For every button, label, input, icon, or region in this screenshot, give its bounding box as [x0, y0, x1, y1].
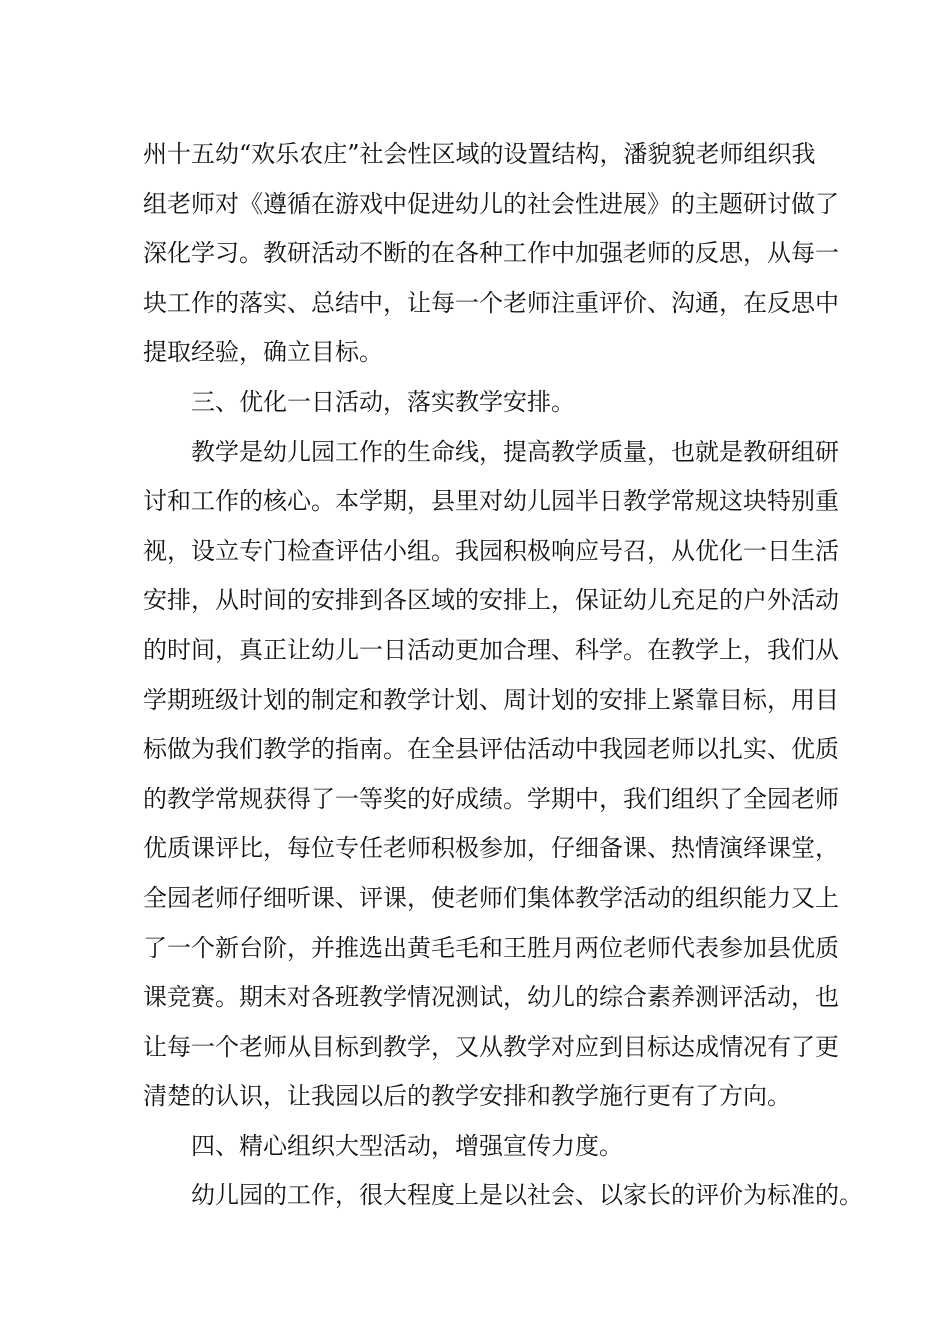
text-line: 幼儿园的工作，很大程度上是以社会、以家长的评价为标准的。	[191, 1181, 863, 1210]
text-line: 组老师对《遵循在游戏中促进幼儿的社会性进展》的主题研讨做了	[143, 189, 839, 218]
text-line: 标做为我们教学的指南。在全县评估活动中我园老师以扎实、优质	[143, 735, 839, 764]
section-heading: 四、精心组织大型活动，增强宣传力度。	[191, 1131, 623, 1160]
text-line: 全园老师仔细听课、评课，使老师们集体教学活动的组织能力又上	[143, 883, 839, 912]
text-line: 优质课评比，每位专任老师积极参加，仔细备课、热情演绎课堂，	[143, 834, 839, 863]
text-line: 了一个新台阶，并推选出黄毛毛和王胜月两位老师代表参加县优质	[143, 933, 839, 962]
text-line: 清楚的认识，让我园以后的教学安排和教学施行更有了方向。	[143, 1082, 791, 1111]
text-line: 课竞赛。期末对各班教学情况测试，幼儿的综合素养测评活动，也	[143, 983, 839, 1012]
text-line: 教学是幼儿园工作的生命线，提高教学质量，也就是教研组研	[191, 437, 839, 466]
section-heading: 三、优化一日活动，落实教学安排。	[191, 387, 575, 416]
text-line: 州十五幼“欢乐农庄”社会性区域的设置结构，潘貌貌老师组织我	[143, 140, 816, 168]
text-line: 学期班级计划的制定和教学计划、周计划的安排上紧靠目标，用目	[143, 685, 839, 714]
text-line: 安排，从时间的安排到各区域的安排上，保证幼儿充足的户外活动	[143, 586, 839, 615]
text-line: 让每一个老师从目标到教学，又从教学对应到目标达成情况有了更	[143, 1032, 839, 1061]
text-line: 提取经验，确立目标。	[143, 338, 383, 367]
text-line: 块工作的落实、总结中，让每一个老师注重评价、沟通，在反思中	[143, 288, 839, 317]
body-text	[143, 130, 863, 1221]
text-line: 的时间，真正让幼儿一日活动更加合理、科学。在教学上，我们从	[143, 635, 839, 664]
text-line: 讨和工作的核心。本学期，县里对幼儿园半日教学常规这块特别重	[143, 487, 839, 516]
text-line: 视，设立专门检查评估小组。我园积极响应号召，从优化一日生活	[143, 536, 839, 565]
text-line: 深化学习。教研活动不断的在各种工作中加强老师的反思，从每一	[143, 239, 839, 268]
text-line: 的教学常规获得了一等奖的好成绩。学期中，我们组织了全园老师	[143, 784, 839, 813]
